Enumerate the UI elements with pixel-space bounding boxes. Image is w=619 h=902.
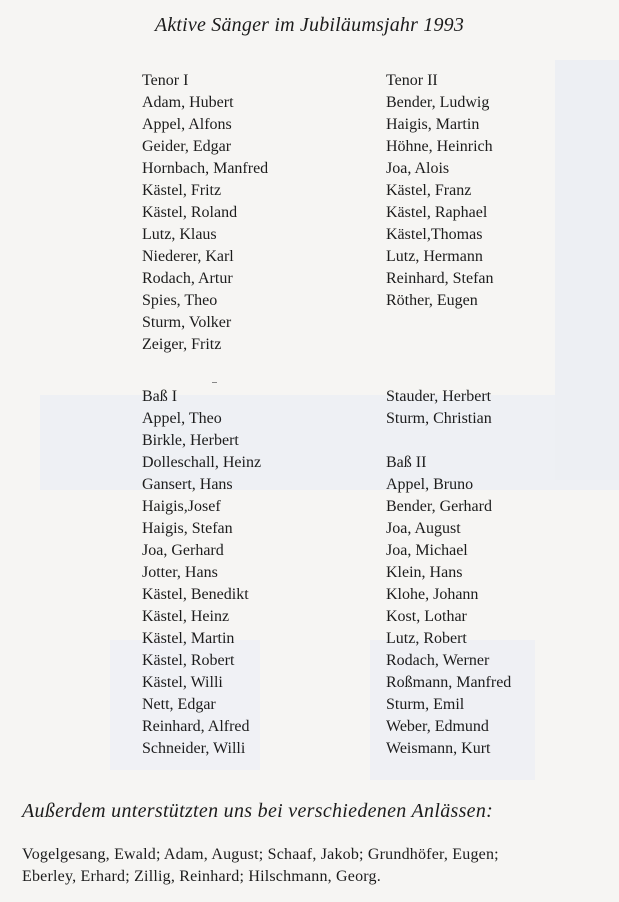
singer-name: Rodach, Artur <box>142 270 233 287</box>
singer-name: Bender, Gerhard <box>386 498 492 515</box>
singer-name: Kästel, Raphael <box>386 204 488 221</box>
singer-name: Klohe, Johann <box>386 586 479 603</box>
singer-name: Jotter, Hans <box>142 564 218 581</box>
singer-name: Reinhard, Alfred <box>142 718 250 735</box>
singer-name: Haigis,Josef <box>142 498 221 515</box>
singer-name: Appel, Theo <box>142 410 222 427</box>
supporters-line: Vogelgesang, Ewald; Adam, August; Schaaf, Jakob; Grundhöfer, Eugen; <box>22 846 499 863</box>
singer-name: Haigis, Stefan <box>142 520 233 537</box>
singer-name: Kästel, Fritz <box>142 182 222 199</box>
singer-name: Klein, Hans <box>386 564 463 581</box>
singer-name: Lutz, Hermann <box>386 248 483 265</box>
tenor-1-section <box>142 70 268 356</box>
singer-name: Schneider, Willi <box>142 740 246 757</box>
singer-name: Joa, August <box>386 520 461 537</box>
singer-name: Röther, Eugen <box>386 292 478 309</box>
singer-name: Adam, Hubert <box>142 94 234 111</box>
singer-name: Joa, Gerhard <box>142 542 224 559</box>
page-title: Aktive Sänger im Jubiläumsjahr 1993 <box>154 14 465 36</box>
singer-name: Lutz, Robert <box>386 630 467 647</box>
supporters-heading: Außerdem unterstützten uns bei verschiedenen Anlässen: <box>22 800 494 822</box>
singer-name: Weber, Edmund <box>386 718 489 735</box>
bass-2-section <box>386 452 511 760</box>
singer-name: Spies, Theo <box>142 292 218 309</box>
singer-name: Kost, Lothar <box>386 608 467 625</box>
bass-1-section <box>142 386 261 760</box>
singer-name: Kästel, Robert <box>142 652 235 669</box>
singer-name: Sturm, Christian <box>386 410 492 427</box>
singer-name: Kästel, Franz <box>386 182 472 199</box>
singer-name: Stauder, Herbert <box>386 388 492 405</box>
singer-name: Dolleschall, Heinz <box>142 454 262 471</box>
singer-name: Haigis, Martin <box>386 116 480 133</box>
singer-name: Kästel, Benedikt <box>142 586 249 603</box>
singer-name: Hornbach, Manfred <box>142 160 269 177</box>
supporters-list <box>22 844 612 888</box>
singer-name: Kästel, Martin <box>142 630 235 647</box>
supporters-line: Eberley, Erhard; Zillig, Reinhard; Hilschmann, Georg. <box>22 868 381 885</box>
singer-name: Höhne, Heinrich <box>386 138 493 155</box>
bleed-through-shadow <box>40 395 619 490</box>
singer-name: Lutz, Klaus <box>142 226 217 243</box>
singer-name: Roßmann, Manfred <box>386 674 512 691</box>
singer-name: Rodach, Werner <box>386 652 490 669</box>
singer-name: Bender, Ludwig <box>386 94 490 111</box>
singer-name: Joa, Alois <box>386 160 450 177</box>
singer-name: Zeiger, Fritz <box>142 336 222 353</box>
tenor-2-section <box>386 70 494 312</box>
singer-name: Kästel,Thomas <box>386 226 483 243</box>
tenor-1-heading: Tenor I <box>142 72 189 89</box>
tenor-2-heading: Tenor II <box>386 72 438 89</box>
singer-name: Sturm, Emil <box>386 696 465 713</box>
stray-mark <box>212 382 217 383</box>
bass-1-heading: Baß I <box>142 388 178 405</box>
singer-name: Kästel, Roland <box>142 204 238 221</box>
singer-name: Niederer, Karl <box>142 248 234 265</box>
bass-1-continued-section <box>386 386 492 430</box>
bleed-through-shadow <box>555 60 619 480</box>
singer-name: Gansert, Hans <box>142 476 233 493</box>
singer-name: Birkle, Herbert <box>142 432 239 449</box>
singer-name: Joa, Michael <box>386 542 468 559</box>
singer-name: Sturm, Volker <box>142 314 232 331</box>
singer-name: Nett, Edgar <box>142 696 216 713</box>
singer-name: Weismann, Kurt <box>386 740 491 757</box>
singer-name: Appel, Alfons <box>142 116 232 133</box>
singer-name: Kästel, Willi <box>142 674 223 691</box>
bass-2-heading: Baß II <box>386 454 427 471</box>
singer-name: Kästel, Heinz <box>142 608 230 625</box>
singer-name: Reinhard, Stefan <box>386 270 494 287</box>
singer-name: Appel, Bruno <box>386 476 474 493</box>
singer-name: Geider, Edgar <box>142 138 232 155</box>
